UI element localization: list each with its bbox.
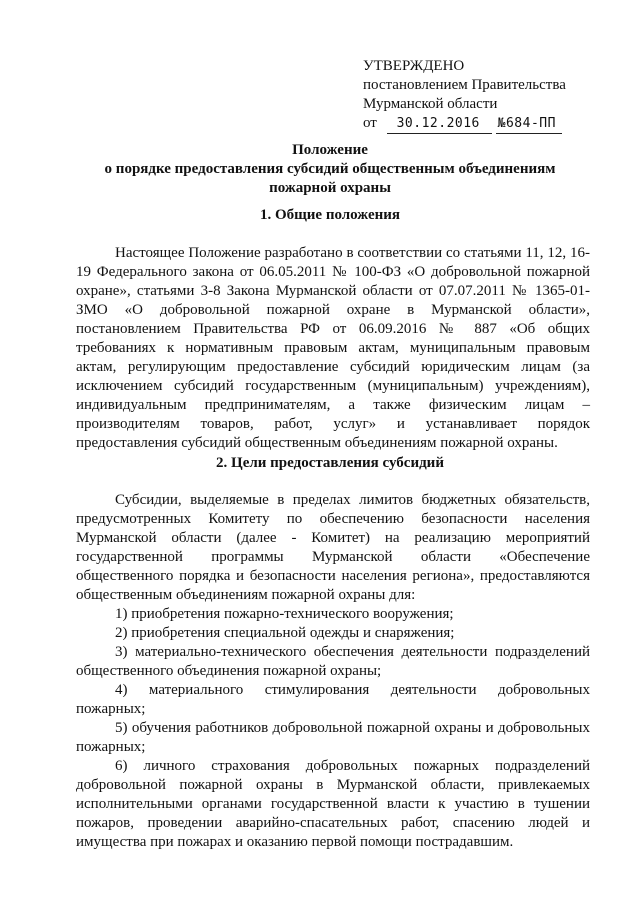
list-item: 6) личного страхования добровольных пожарных подразделений добровольной пожарной охраны в Мурманской области, привлекаемых исполнительными органами государственной власти к участию в тушении пожаров, проведении аварийно-спасательных работ, спасению людей и имущества при пожарах и оказанию первой помощи пострадавшим. (76, 758, 590, 850)
section-1-paragraph: Настоящее Положение разработано в соответствии со статьями 11, 12, 16-19 Федерального закона от 06.05.2011 № 100-ФЗ «О добровольной пожарной охране», статьями 3-8 Закона Мурманской области от 07.07.2011 № 1365-01-ЗМО «О добровольной пожарной охране в Мурманской области», постановлением Правительства РФ от 06.09.2016 № 887 «Об общих требованиях к нормативным правовым актам, муниципальным правовым актам, регулирующим предоставление субсидий юридическим лицам (за исключением субсидий государственным (муниципальным) учреждениям), индивидуальным предпринимателям, а также физическим лицам – производителям товаров, работ, услуг» и устанавливает порядок предоставления субсидий общественным объединениям пожарной охраны. (76, 245, 590, 451)
list-item: 4) материального стимулирования деятельности добровольных пожарных; (76, 682, 590, 717)
approved-label: УТВЕРЖДЕНО (363, 58, 465, 74)
approval-date-line (363, 114, 613, 134)
approval-date: 30.12.2016 (387, 114, 492, 134)
section-2-heading: 2. Цели предоставления субсидий (216, 455, 444, 471)
title-line-3: пожарной охраны (269, 180, 391, 196)
approval-number: №684-ПП (496, 114, 562, 134)
list-item: 1) приобретения пожарно-технического вооружения; (115, 606, 454, 622)
document-title (60, 141, 600, 198)
approval-line-region: Мурманской области (363, 96, 498, 112)
section-1-heading: 1. Общие положения (259, 207, 401, 223)
section-2-body (76, 491, 590, 852)
date-prefix: от (363, 115, 377, 131)
approval-stamp (363, 57, 613, 134)
list-item: 2) приобретения специальной одежды и снаряжения; (115, 625, 455, 641)
list-item: 5) обучения работников добровольной пожарной охраны и добровольных пожарных; (76, 720, 590, 755)
list-item: 3) материально-технического обеспечения деятельности подразделений общественного объединения пожарной охраны; (76, 644, 590, 679)
section-2-intro: Субсидии, выделяемые в пределах лимитов бюджетных обязательств, предусмотренных Комитету по обеспечению безопасности населения Мурманской области (далее - Комитет) на реализацию мероприятий государственной программы Мурманской области «Обеспечение общественного порядка и безопасности населения региона», предоставляются общественным объединениям пожарной охраны для: (76, 492, 590, 603)
title-line-1: Положение (292, 142, 368, 158)
title-line-2: о порядке предоставления субсидий общественным объединениям (104, 161, 556, 177)
approval-line-resolution: постановлением Правительства (363, 77, 566, 93)
